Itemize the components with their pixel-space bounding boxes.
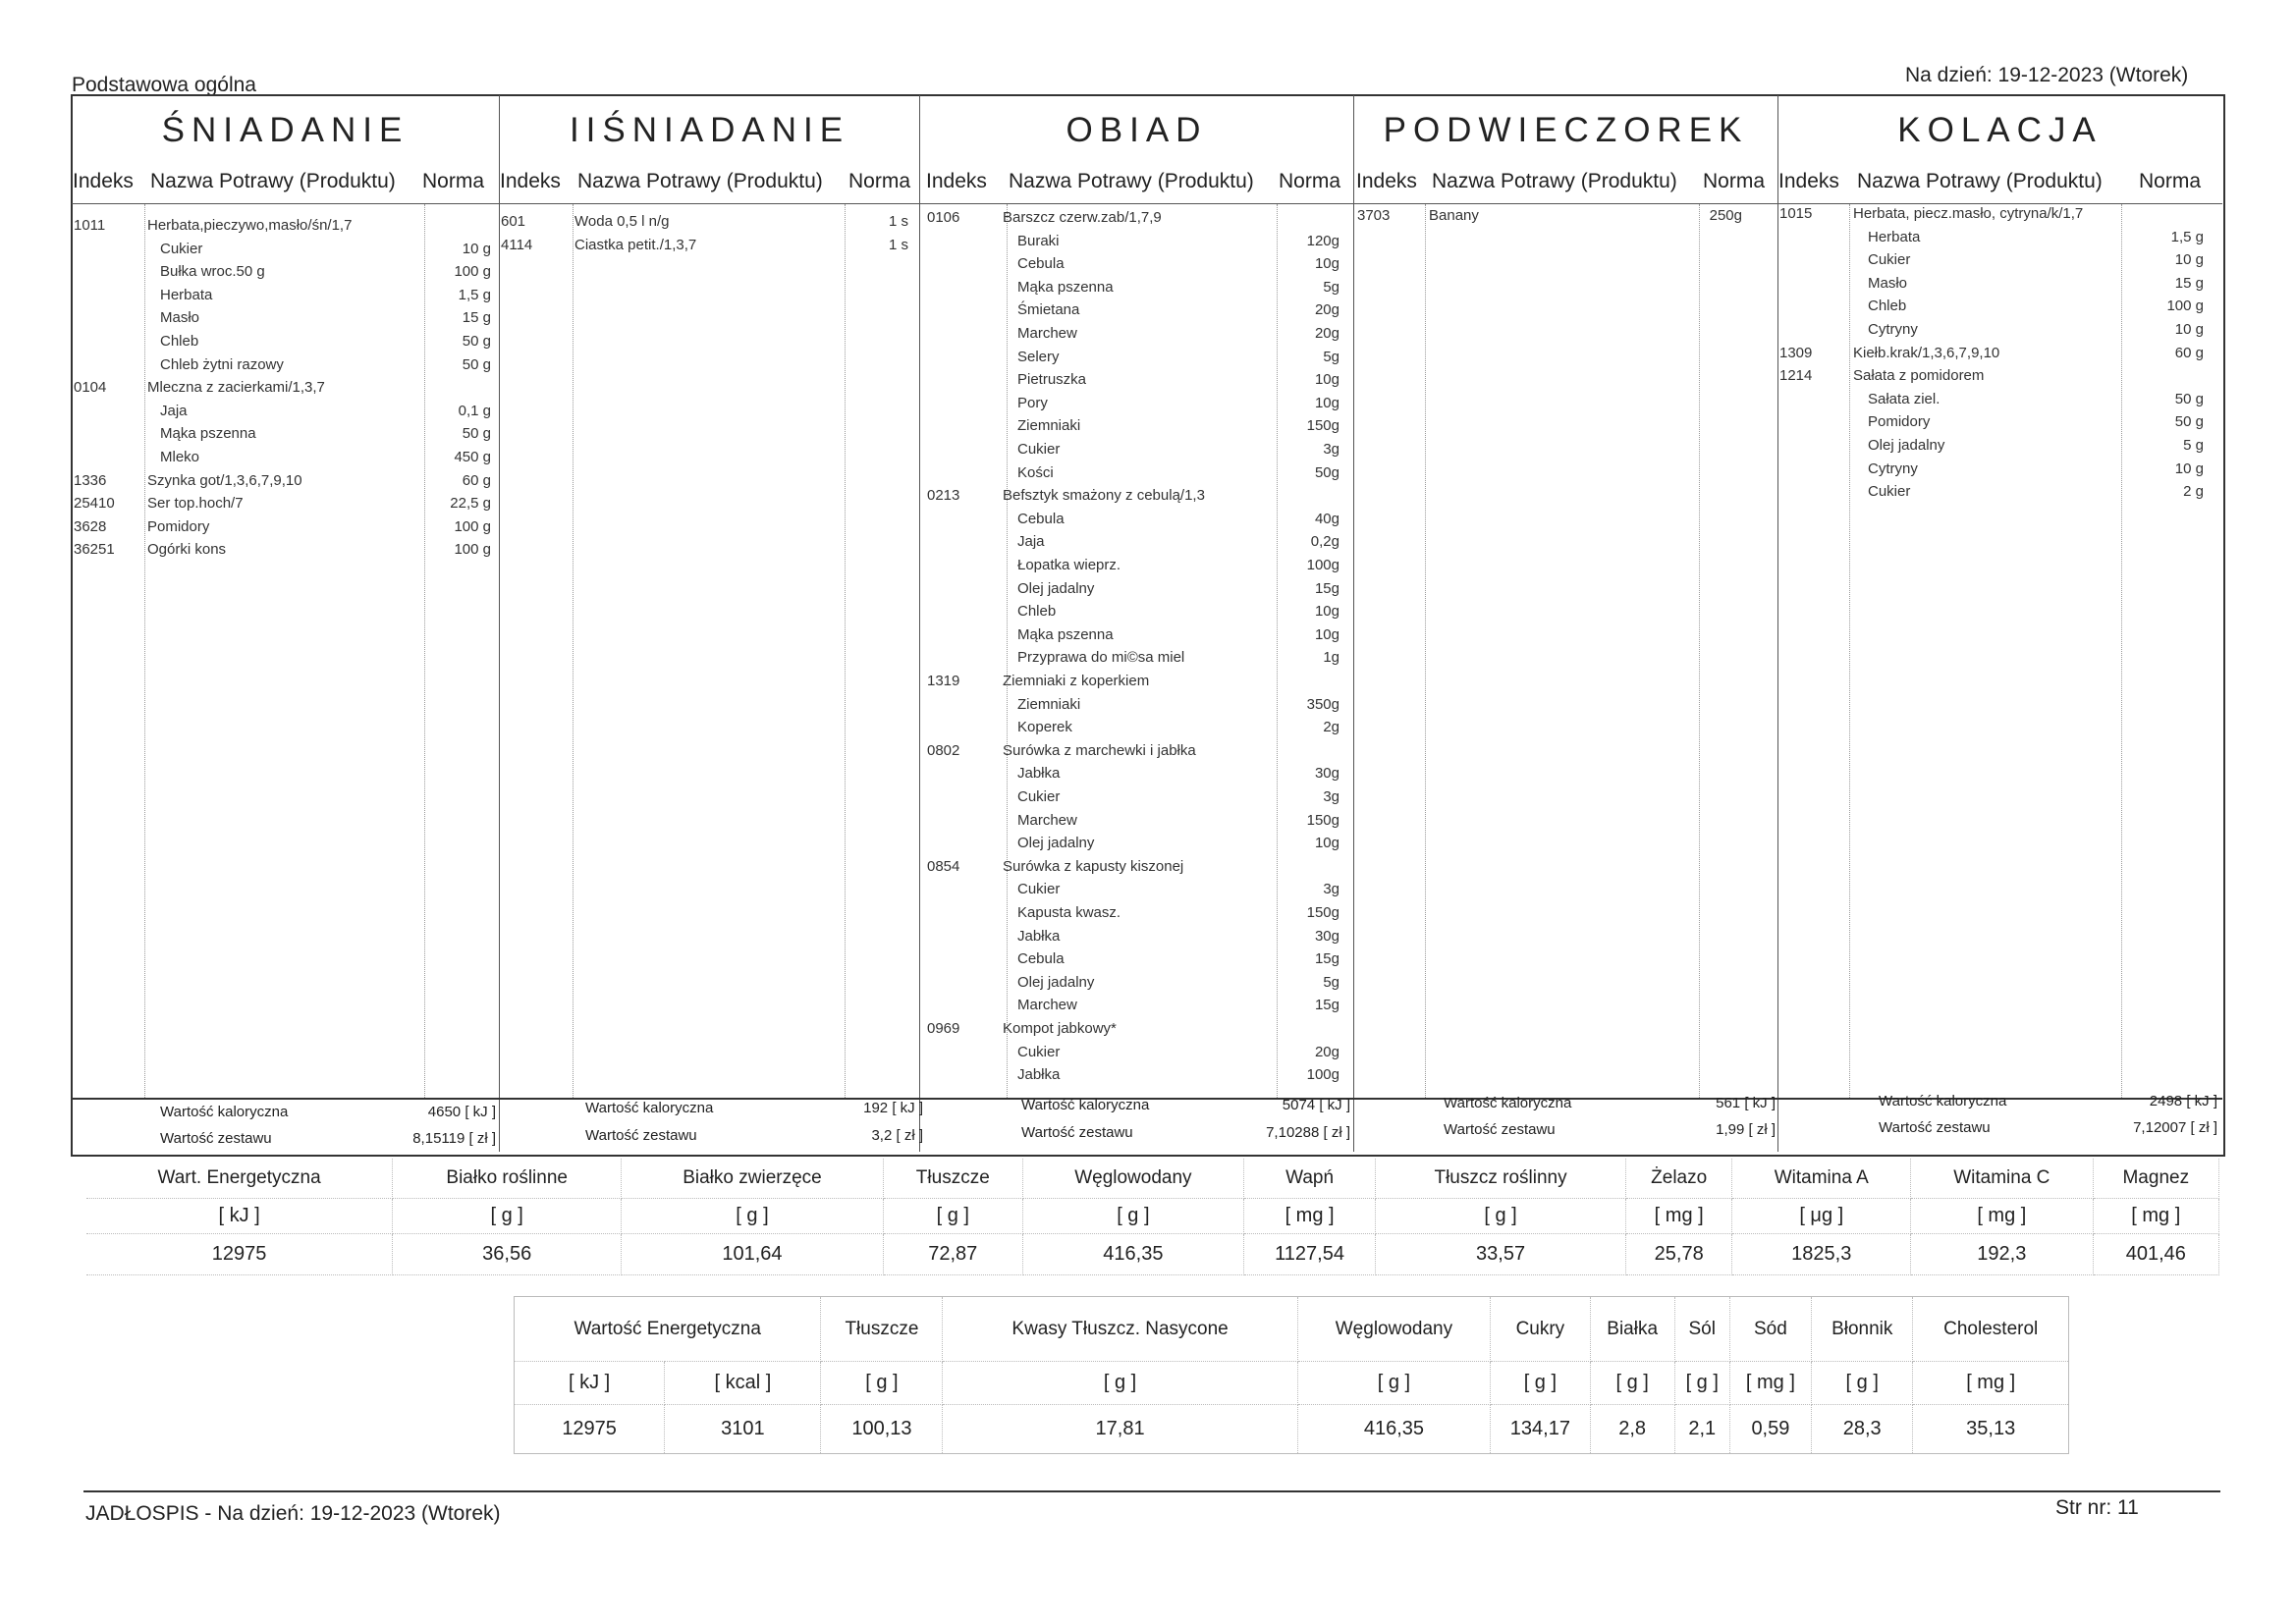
item-norm: 15g [1314,997,1339,1014]
divider [499,95,500,1152]
item-name: Mąka pszenna [160,425,256,443]
item-index: 1015 [1779,205,1813,222]
nutrient-unit: [ kJ ] [86,1198,393,1233]
cost-value: 7,12007 [ zł ] [2133,1119,2217,1136]
item-norm: 250g [1709,207,1742,224]
nutrient-unit: [ g ] [1376,1198,1626,1233]
item-norm: 3g [1323,881,1339,898]
nutrient-value: 416,35 [1022,1233,1243,1274]
nutrient-value: 100,13 [821,1405,943,1454]
nutrient-value: 134,17 [1491,1405,1590,1454]
item-name: Befsztyk smażony z cebulą/1,3 [1003,487,1205,505]
nutrient-value: 12975 [515,1405,665,1454]
item-norm: 10g [1314,603,1339,621]
item-norm: 50 g [462,355,491,373]
item-norm: 30g [1314,765,1339,783]
item-name: Olej jadalny [1017,973,1095,991]
nutrient-value: 36,56 [393,1233,622,1274]
item-name: Olej jadalny [1017,579,1095,597]
item-norm: 150g [1306,417,1339,435]
col-header-name: Nazwa Potrawy (Produktu) [577,170,823,192]
column-separator [1849,204,1850,1098]
item-norm: 450 g [454,449,491,465]
nutrient-header: Sól [1674,1297,1729,1362]
item-name: Masło [1868,274,1908,292]
item-name: Marchew [1017,811,1077,829]
item-name: Ziemniaki [1017,695,1081,713]
col-header-norm: Norma [1703,170,1766,192]
column-separator [845,204,846,1098]
item-norm: 15g [1314,579,1339,597]
item-name: Koperek [1017,719,1072,736]
item-name: Pomidory [147,517,210,535]
calories-value: 4650 [ kJ ] [427,1104,496,1120]
item-name: Ogórki kons [147,541,227,559]
item-norm: 5g [1323,278,1339,296]
calories-label: Wartość kaloryczna [1879,1093,2007,1109]
item-name: Pory [1017,394,1048,411]
item-name: Chleb [160,333,199,350]
nutrient-unit: [ mg ] [1729,1362,1811,1405]
item-name: Herbata [160,286,213,303]
item-name: Kapusta kwasz. [1017,904,1121,921]
item-norm: 2 g [2183,483,2204,501]
nutrient-value: 17,81 [943,1405,1297,1454]
item-name: Śmietana [1017,301,1080,319]
item-norm: 20g [1314,301,1339,319]
nutrient-header: Kwasy Tłuszcz. Nasycone [943,1297,1297,1362]
nutrient-header: Magnez [2093,1159,2218,1198]
calories-value: 2498 [ kJ ] [2149,1093,2217,1109]
item-name: Cukier [1017,1043,1061,1060]
nutrient-value: 2,8 [1590,1405,1674,1454]
item-norm: 60 g [462,471,491,489]
nutrient-header: Białka [1590,1297,1674,1362]
cost-value: 1,99 [ zł ] [1716,1121,1776,1138]
column-separator [573,204,574,1098]
item-name: Herbata,pieczywo,masło/śn/1,7 [147,217,353,234]
calories-label: Wartość kaloryczna [1444,1095,1572,1111]
item-name: Cebula [1017,255,1065,273]
item-norm: 10g [1314,255,1339,273]
nutrient-unit: [ kJ ] [515,1362,665,1405]
item-name: Pomidory [1868,413,1931,431]
nutrient-value: 3101 [665,1405,821,1454]
nutrient-header: Cholesterol [1913,1297,2069,1362]
item-name: Herbata [1868,228,1921,245]
item-name: Cukier [1017,881,1061,898]
nutrient-value: 72,87 [883,1233,1022,1274]
item-norm: 100 g [454,263,491,281]
item-norm: 15 g [462,309,491,327]
meal-title-ii-sniadanie: IIŚNIADANIE [569,111,850,149]
item-index: 1336 [74,471,107,489]
item-norm: 10 g [2174,460,2204,477]
item-index: 1319 [927,673,960,689]
calories-value: 192 [ kJ ] [863,1100,923,1116]
nutrient-value: 1825,3 [1732,1233,1911,1274]
diet-name: Podstawowa ogólna [72,74,256,96]
item-norm: 50 g [2174,390,2204,407]
nutrient-unit: [ g ] [883,1198,1022,1233]
item-norm: 120g [1306,232,1339,249]
nutrient-unit: [ g ] [1590,1362,1674,1405]
item-name: Marchew [1017,325,1077,342]
item-name: Barszcz czerw.zab/1,7,9 [1003,209,1162,226]
item-norm: 100g [1306,1066,1339,1084]
item-norm: 1 s [888,213,908,230]
item-name: Mleczna z zacierkami/1,3,7 [147,379,325,397]
nutrient-unit: [ g ] [943,1362,1297,1405]
calories-value: 5074 [ kJ ] [1282,1097,1350,1113]
col-header-index: Indeks [926,170,987,192]
nutrient-value: 12975 [86,1233,393,1274]
item-name: Chleb [1868,298,1907,315]
nutrient-value: 35,13 [1913,1405,2069,1454]
item-name: Jabłka [1017,927,1061,945]
item-norm: 150g [1306,904,1339,921]
cost-value: 7,10288 [ zł ] [1266,1124,1350,1141]
nutrient-value: 2,1 [1674,1405,1729,1454]
item-name: Olej jadalny [1868,437,1945,454]
calories-label: Wartość kaloryczna [585,1100,714,1116]
cost-value: 8,15119 [ zł ] [412,1130,496,1147]
nutrient-value: 1127,54 [1243,1233,1375,1274]
footer-title: JADŁOSPIS - Na dzień: 19-12-2023 (Wtorek) [85,1502,501,1525]
item-name: Surówka z kapusty kiszonej [1003,857,1184,875]
item-norm: 0,1 g [458,402,491,419]
nutrient-unit: [ g ] [1812,1362,1913,1405]
item-norm: 100g [1306,557,1339,573]
cost-value: 3,2 [ zł ] [871,1127,923,1144]
col-header-norm: Norma [848,170,911,192]
nutrient-unit: [ mg ] [1625,1198,1732,1233]
item-index: 0802 [927,741,960,759]
item-norm: 15 g [2174,274,2204,292]
calories-label: Wartość kaloryczna [1021,1097,1150,1113]
item-index: 25410 [74,495,115,513]
nutrient-value: 0,59 [1729,1405,1811,1454]
item-name: Cytryny [1868,321,1918,338]
item-index: 0969 [927,1020,960,1037]
item-index: 3703 [1357,207,1391,224]
item-name: Jabłka [1017,765,1061,783]
item-norm: 2g [1323,719,1339,736]
item-norm: 5g [1323,973,1339,991]
item-norm: 20g [1314,1043,1339,1060]
energy-header: Wartość Energetyczna [515,1297,821,1362]
item-name: Cytryny [1868,460,1918,477]
item-name: Przyprawa do mi©sa miel [1017,649,1185,667]
nutrition-label-table [514,1296,2069,1454]
item-name: Olej jadalny [1017,835,1095,852]
col-header-index: Indeks [73,170,134,192]
col-header-name: Nazwa Potrawy (Produktu) [1009,170,1254,192]
item-name: Cebula [1017,510,1065,527]
nutrient-value: 101,64 [622,1233,884,1274]
item-name: Mąka pszenna [1017,278,1114,296]
cost-label: Wartość zestawu [1021,1124,1133,1141]
col-header-norm: Norma [2139,170,2202,192]
page-date: Na dzień: 19-12-2023 (Wtorek) [1905,64,2189,86]
cost-label: Wartość zestawu [585,1127,697,1144]
cost-label: Wartość zestawu [1879,1119,1991,1136]
item-norm: 10 g [2174,321,2204,338]
meal-title-kolacja: KOLACJA [1897,111,2103,149]
nutrient-unit: [ g ] [1297,1362,1490,1405]
item-norm: 100 g [2166,298,2204,315]
nutrient-unit: [ g ] [393,1198,622,1233]
col-header-name: Nazwa Potrawy (Produktu) [150,170,396,192]
item-name: Mleko [160,449,200,465]
nutrient-header: Tłuszcze [821,1297,943,1362]
item-name: Selery [1017,348,1060,365]
item-index: 1011 [74,217,106,234]
column-separator [1007,204,1008,1098]
item-name: Chleb [1017,603,1057,621]
divider [1777,95,1778,1152]
item-name: Łopatka wieprz. [1017,557,1121,573]
item-norm: 10g [1314,394,1339,411]
nutrient-value: 401,46 [2093,1233,2218,1274]
item-name: Cukier [1017,441,1061,458]
item-index: 3628 [74,517,107,535]
item-norm: 20g [1314,325,1339,342]
item-index: 4114 [501,236,533,253]
nutrient-value: 192,3 [1911,1233,2094,1274]
item-index: 0213 [927,487,960,505]
calories-label: Wartość kaloryczna [160,1104,289,1120]
item-name: Sałata ziel. [1868,390,1941,407]
page-number: Str nr: 11 [2055,1496,2139,1519]
nutrient-summary-table [86,1159,2219,1275]
item-name: Cukier [160,240,203,257]
item-norm: 40g [1314,510,1339,527]
nutrient-value: 33,57 [1376,1233,1626,1274]
item-name: Pietruszka [1017,371,1087,389]
item-norm: 50 g [2174,413,2204,431]
item-norm: 10 g [2174,251,2204,269]
item-name: Buraki [1017,232,1060,249]
item-norm: 350g [1306,695,1339,713]
item-norm: 22,5 g [450,495,491,513]
col-header-index: Indeks [1356,170,1417,192]
divider [1353,95,1354,1152]
item-name: Jaja [1017,533,1045,551]
item-name: Herbata, piecz.masło, cytryna/k/1,7 [1853,205,2084,222]
item-norm: 15g [1314,950,1339,968]
item-name: Cukier [1017,788,1061,805]
item-index: 36251 [74,541,115,559]
nutrient-header: Wart. Energetyczna [86,1159,393,1198]
item-name: Jaja [160,402,188,419]
item-norm: 60 g [2174,344,2204,361]
item-norm: 1,5 g [458,286,491,303]
item-norm: 1,5 g [2170,228,2204,245]
meal-title-obiad: OBIAD [1066,111,1208,149]
item-norm: 3g [1323,788,1339,805]
footer-rule [83,1490,2220,1492]
item-index: 1309 [1779,344,1813,361]
col-header-index: Indeks [1778,170,1839,192]
nutrient-header: Węglowodany [1022,1159,1243,1198]
meal-title-podwieczorek: PODWIECZOREK [1383,111,1749,149]
item-name: Masło [160,309,200,327]
item-norm: 3g [1323,441,1339,458]
calories-value: 561 [ kJ ] [1716,1095,1776,1111]
item-norm: 150g [1306,811,1339,829]
item-norm: 1g [1323,649,1339,667]
item-norm: 5g [1323,348,1339,365]
item-name: Ziemniaki [1017,417,1081,435]
nutrient-value: 25,78 [1625,1233,1732,1274]
item-name: Banany [1429,207,1479,224]
item-name: Kości [1017,463,1054,481]
nutrient-header: Wapń [1243,1159,1375,1198]
nutrient-header: Sód [1729,1297,1811,1362]
nutrient-header: Żelazo [1625,1159,1732,1198]
nutrient-header: Białko zwierzęce [622,1159,884,1198]
item-name: Chleb żytni razowy [160,355,284,373]
item-index: 0106 [927,209,960,226]
col-header-norm: Norma [422,170,485,192]
item-norm: 50 g [462,425,491,443]
nutrient-unit: [ μg ] [1732,1198,1911,1233]
nutrient-unit: [ mg ] [1911,1198,2094,1233]
nutrient-header: Witamina A [1732,1159,1911,1198]
item-norm: 50g [1314,463,1339,481]
item-norm: 1 s [888,236,908,253]
nutrient-header: Cukry [1491,1297,1590,1362]
item-norm: 50 g [462,333,491,350]
item-name: Woda 0,5 l n/g [574,213,670,230]
nutrient-header: Witamina C [1911,1159,2094,1198]
column-separator [2121,204,2122,1098]
item-index: 0854 [927,857,960,875]
item-name: Kiełb.krak/1,3,6,7,9,10 [1853,344,2000,361]
item-name: Szynka got/1,3,6,7,9,10 [147,471,302,489]
nutrient-unit: [ g ] [1674,1362,1729,1405]
item-norm: 10g [1314,625,1339,643]
nutrient-unit: [ mg ] [1243,1198,1375,1233]
item-name: Kompot jabkowy* [1003,1020,1117,1037]
item-norm: 10g [1314,371,1339,389]
column-separator [144,204,145,1098]
item-index: 0104 [74,379,107,397]
nutrient-value: 416,35 [1297,1405,1490,1454]
item-name: Ser top.hoch/7 [147,495,244,513]
item-name: Cebula [1017,950,1065,968]
nutrient-header: Białko roślinne [393,1159,622,1198]
item-norm: 30g [1314,927,1339,945]
nutrient-unit: [ g ] [1491,1362,1590,1405]
item-name: Sałata z pomidorem [1853,367,1985,385]
col-header-index: Indeks [500,170,561,192]
divider [919,95,920,1152]
item-index: 601 [501,213,526,230]
item-name: Surówka z marchewki i jabłka [1003,741,1196,759]
cost-label: Wartość zestawu [1444,1121,1556,1138]
nutrient-unit: [ mg ] [1913,1362,2069,1405]
item-norm: 10 g [462,240,491,257]
item-norm: 0,2g [1310,533,1339,551]
item-name: Ciastka petit./1,3,7 [574,236,697,253]
nutrient-unit: [ g ] [1022,1198,1243,1233]
item-index: 1214 [1779,367,1813,385]
nutrient-header: Błonnik [1812,1297,1913,1362]
nutrient-unit: [ kcal ] [665,1362,821,1405]
column-separator [1425,204,1426,1098]
col-header-name: Nazwa Potrawy (Produktu) [1432,170,1677,192]
column-separator [1699,204,1700,1098]
item-name: Ziemniaki z koperkiem [1003,673,1150,689]
nutrient-header: Tłuszcze [883,1159,1022,1198]
meal-title-sniadanie: ŚNIADANIE [161,111,410,149]
nutrient-header: Tłuszcz roślinny [1376,1159,1626,1198]
item-name: Jabłka [1017,1066,1061,1084]
nutrient-header: Węglowodany [1297,1297,1490,1362]
col-header-norm: Norma [1279,170,1341,192]
col-header-name: Nazwa Potrawy (Produktu) [1857,170,2103,192]
item-norm: 100 g [454,541,491,559]
nutrient-unit: [ mg ] [2093,1198,2218,1233]
nutrient-unit: [ g ] [821,1362,943,1405]
item-norm: 10g [1314,835,1339,852]
item-norm: 100 g [454,517,491,535]
nutrient-unit: [ g ] [622,1198,884,1233]
item-name: Mąka pszenna [1017,625,1114,643]
item-name: Cukier [1868,483,1911,501]
nutrient-value: 28,3 [1812,1405,1913,1454]
item-name: Bułka wroc.50 g [160,263,265,281]
item-name: Marchew [1017,997,1077,1014]
item-name: Cukier [1868,251,1911,269]
item-norm: 5 g [2183,437,2204,454]
cost-label: Wartość zestawu [160,1130,272,1147]
